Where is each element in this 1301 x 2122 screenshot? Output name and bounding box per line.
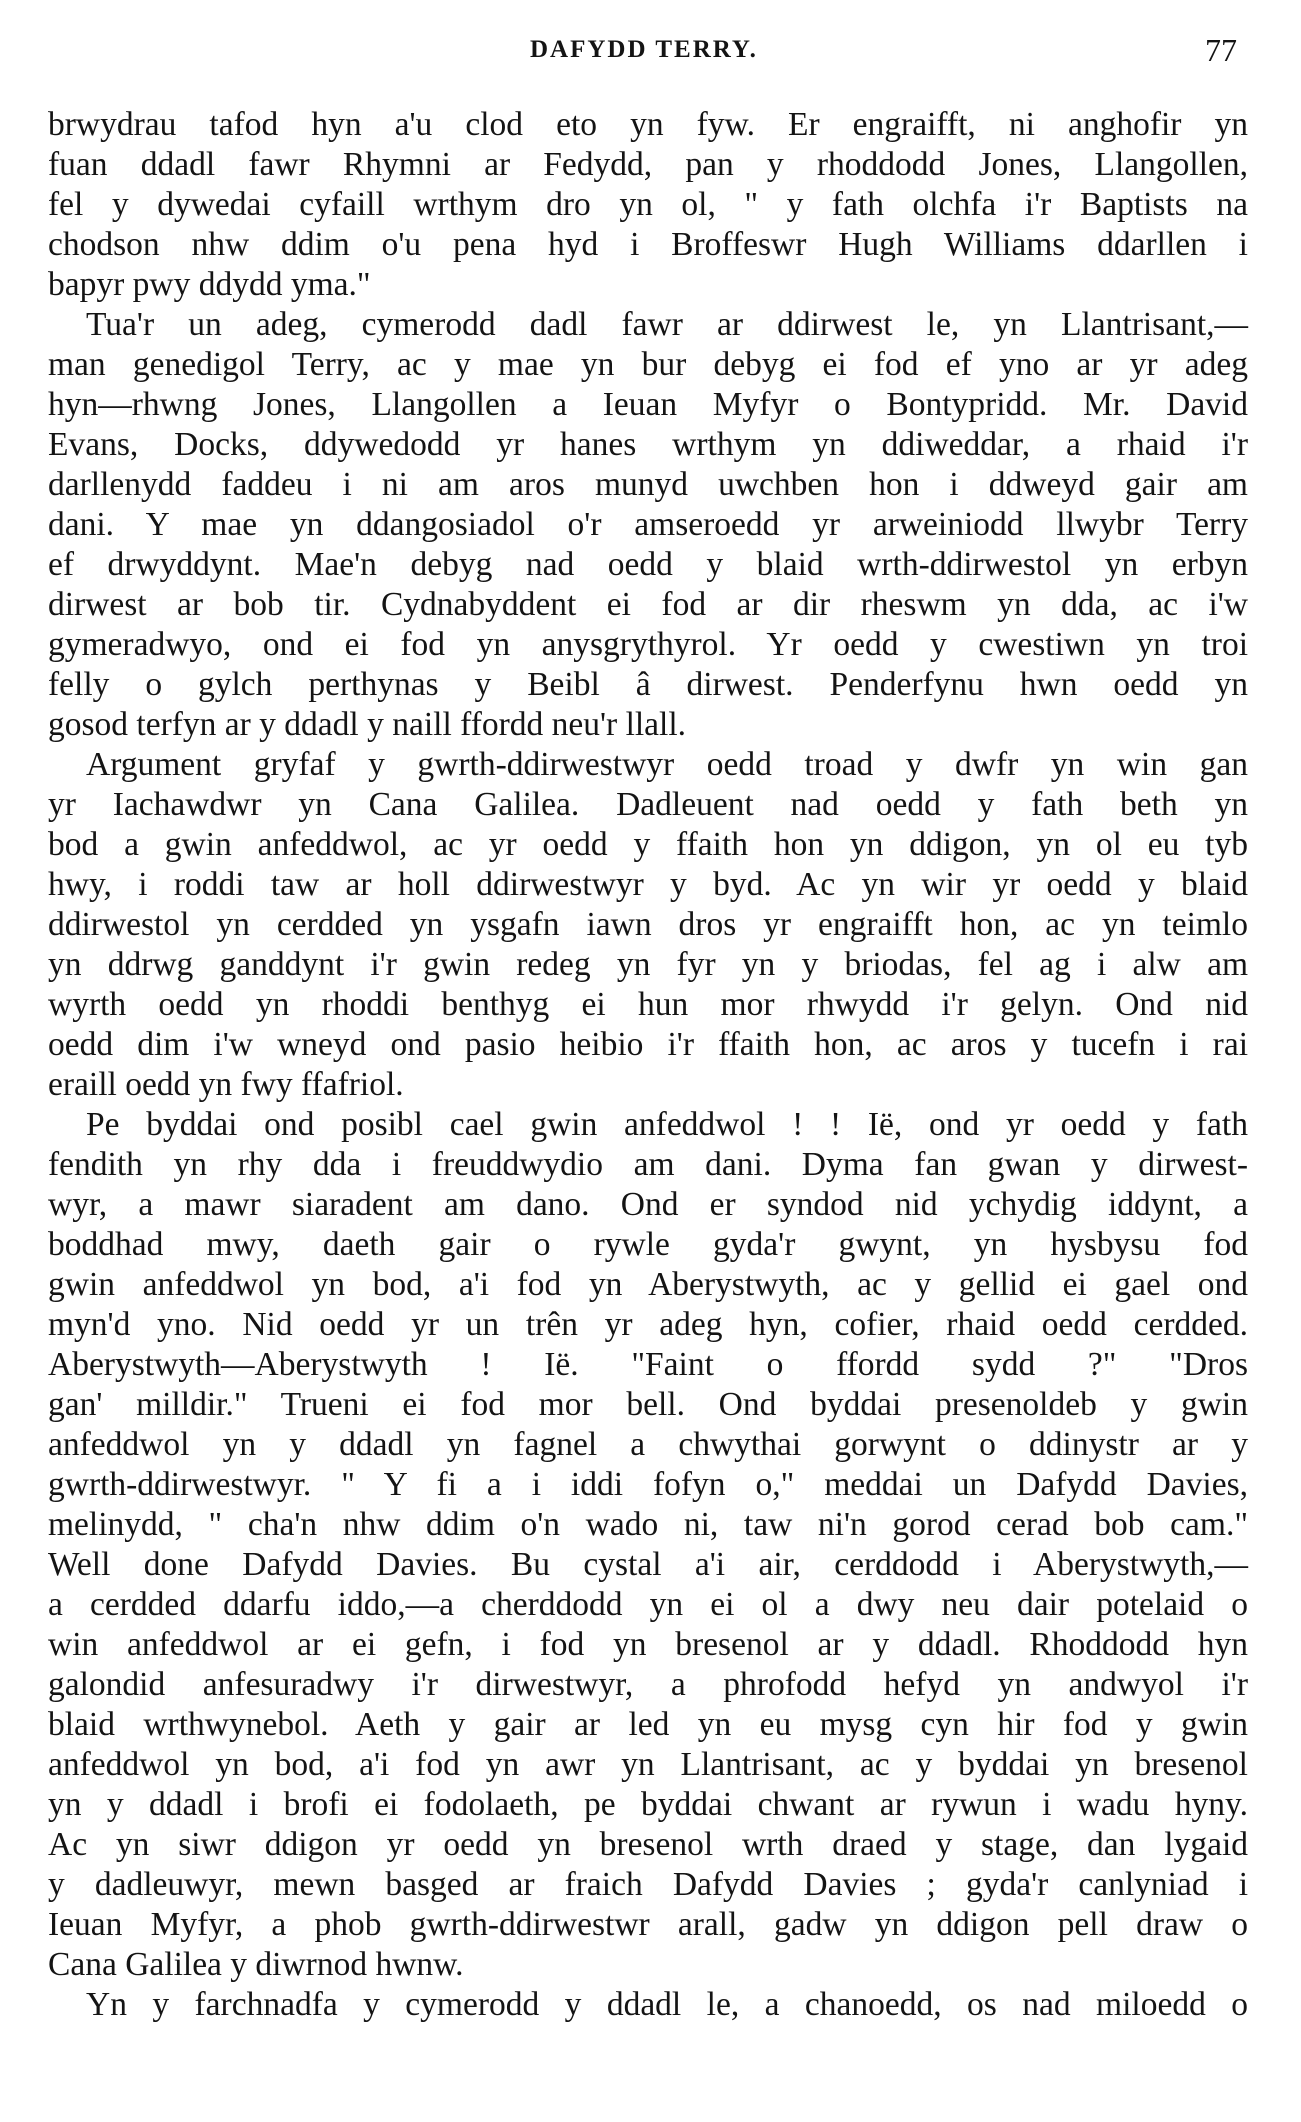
text-line: gan' milldir." Trueni ei fod mor bell. Ond byddai presenoldeb y gwin xyxy=(48,1386,1248,1423)
text-line: a cerdded ddarfu iddo,—a cherddodd yn ei ol a dwy neu dair potelaid o xyxy=(48,1586,1248,1623)
text-line: brwydrau tafod hyn a'u clod eto yn fyw. Er engraifft, ni anghofir yn xyxy=(48,106,1248,143)
text-line: chodson nhw ddim o'u pena hyd i Broffeswr Hugh Williams ddarllen i xyxy=(48,226,1248,263)
text-line: Argument gryfaf y gwrth-ddirwestwyr oedd troad y dwfr yn win gan xyxy=(86,746,1248,783)
text-line: bapyr pwy ddydd yma." xyxy=(48,266,371,303)
text-line: blaid wrthwynebol. Aeth y gair ar led yn eu mysg cyn hir fod y gwin xyxy=(48,1706,1248,1743)
text-line: anfeddwol yn y ddadl yn fagnel a chwythai gorwynt o ddinystr ar y xyxy=(48,1426,1248,1463)
text-line: melinydd, " cha'n nhw ddim o'n wado ni, taw ni'n gorod cerad bob cam." xyxy=(48,1506,1248,1543)
text-line: bod a gwin anfeddwol, ac yr oedd y ffaith hon yn ddigon, yn ol eu tyb xyxy=(48,826,1248,863)
text-line: hyn—rhwng Jones, Llangollen a Ieuan Myfyr o Bontypridd. Mr. David xyxy=(48,386,1248,423)
text-line: gymeradwyo, ond ei fod yn anysgrythyrol. Yr oedd y cwestiwn yn troi xyxy=(48,626,1248,663)
text-line: gwin anfeddwol yn bod, a'i fod yn Aberystwyth, ac y gellid ei gael ond xyxy=(48,1266,1248,1303)
text-line: gwrth-ddirwestwyr. " Y fi a i iddi fofyn o," meddai un Dafydd Davies, xyxy=(48,1466,1248,1503)
text-line: fuan ddadl fawr Rhymni ar Fedydd, pan y rhoddodd Jones, Llangollen, xyxy=(48,146,1248,183)
text-line: anfeddwol yn bod, a'i fod yn awr yn Llantrisant, ac y byddai yn bresenol xyxy=(48,1746,1248,1783)
text-line: Ac yn siwr ddigon yr oedd yn bresenol wrth draed y stage, dan lygaid xyxy=(48,1826,1248,1863)
text-line: man genedigol Terry, ac y mae yn bur debyg ei fod ef yno ar yr adeg xyxy=(48,346,1248,383)
text-line: galondid anfesuradwy i'r dirwestwyr, a phrofodd hefyd yn andwyol i'r xyxy=(48,1666,1248,1703)
text-line: hwy, i roddi taw ar holl ddirwestwyr y byd. Ac yn wir yr oedd y blaid xyxy=(48,866,1248,903)
text-line: darllenydd faddeu i ni am aros munyd uwchben hon i ddweyd gair am xyxy=(48,466,1248,503)
page-number: 77 xyxy=(1205,32,1237,68)
text-line: felly o gylch perthynas y Beibl â dirwest. Penderfynu hwn oedd yn xyxy=(48,666,1248,703)
text-line: ef drwyddynt. Mae'n debyg nad oedd y blaid wrth-ddirwestol yn erbyn xyxy=(48,546,1248,583)
text-line: fendith yn rhy dda i freuddwydio am dani. Dyma fan gwan y dirwest- xyxy=(48,1146,1248,1183)
text-line: fel y dywedai cyfaill wrthym dro yn ol, " y fath olchfa i'r Baptists na xyxy=(48,186,1248,223)
text-line: dirwest ar bob tir. Cydnabyddent ei fod ar dir rheswm yn dda, ac i'w xyxy=(48,586,1248,623)
running-head xyxy=(0,32,1301,72)
text-line: Well done Dafydd Davies. Bu cystal a'i air, cerddodd i Aberystwyth,— xyxy=(48,1546,1248,1583)
text-line: dani. Y mae yn ddangosiadol o'r amseroedd yr arweiniodd llwybr Terry xyxy=(48,506,1248,543)
text-line: Evans, Docks, ddywedodd yr hanes wrthym yn ddiweddar, a rhaid i'r xyxy=(48,426,1248,463)
body-text xyxy=(48,105,1248,2025)
text-line: Tua'r un adeg, cymerodd dadl fawr ar ddirwest le, yn Llantrisant,— xyxy=(86,306,1248,343)
text-line: boddhad mwy, daeth gair o rywle gyda'r gwynt, yn hysbysu fod xyxy=(48,1226,1248,1263)
text-line: Cana Galilea y diwrnod hwnw. xyxy=(48,1946,464,1983)
text-line: Ieuan Myfyr, a phob gwrth-ddirwestwr arall, gadw yn ddigon pell draw o xyxy=(48,1906,1248,1943)
text-line: wyr, a mawr siaradent am dano. Ond er syndod nid ychydig iddynt, a xyxy=(48,1186,1248,1223)
text-line: Aberystwyth—Aberystwyth ! Ië. "Faint o ffordd sydd ?" "Dros xyxy=(48,1346,1248,1383)
text-line: myn'd yno. Nid oedd yr un trên yr adeg hyn, cofier, rhaid oedd cerdded. xyxy=(48,1306,1248,1343)
text-line: win anfeddwol ar ei gefn, i fod yn bresenol ar y ddadl. Rhoddodd hyn xyxy=(48,1626,1248,1663)
running-head-title: DAFYDD TERRY. xyxy=(530,36,758,63)
text-line: Yn y farchnadfa y cymerodd y ddadl le, a chanoedd, os nad miloedd o xyxy=(86,1986,1248,2023)
text-line: yn y ddadl i brofi ei fodolaeth, pe byddai chwant ar rywun i wadu hyny. xyxy=(48,1786,1248,1823)
text-line: y dadleuwyr, mewn basged ar fraich Dafydd Davies ; gyda'r canlyniad i xyxy=(48,1866,1248,1903)
text-line: oedd dim i'w wneyd ond pasio heibio i'r ffaith hon, ac aros y tucefn i rai xyxy=(48,1026,1248,1063)
text-line: yr Iachawdwr yn Cana Galilea. Dadleuent nad oedd y fath beth yn xyxy=(48,786,1248,823)
text-line: wyrth oedd yn rhoddi benthyg ei hun mor rhwydd i'r gelyn. Ond nid xyxy=(48,986,1248,1023)
text-line: eraill oedd yn fwy ffafriol. xyxy=(48,1066,404,1103)
text-line: ddirwestol yn cerdded yn ysgafn iawn dros yr engraifft hon, ac yn teimlo xyxy=(48,906,1248,943)
text-line: Pe byddai ond posibl cael gwin anfeddwol ! ! Ië, ond yr oedd y fath xyxy=(86,1106,1248,1143)
text-line: yn ddrwg ganddynt i'r gwin redeg yn fyr yn y briodas, fel ag i alw am xyxy=(48,946,1248,983)
text-line: gosod terfyn ar y ddadl y naill ffordd neu'r llall. xyxy=(48,706,687,743)
